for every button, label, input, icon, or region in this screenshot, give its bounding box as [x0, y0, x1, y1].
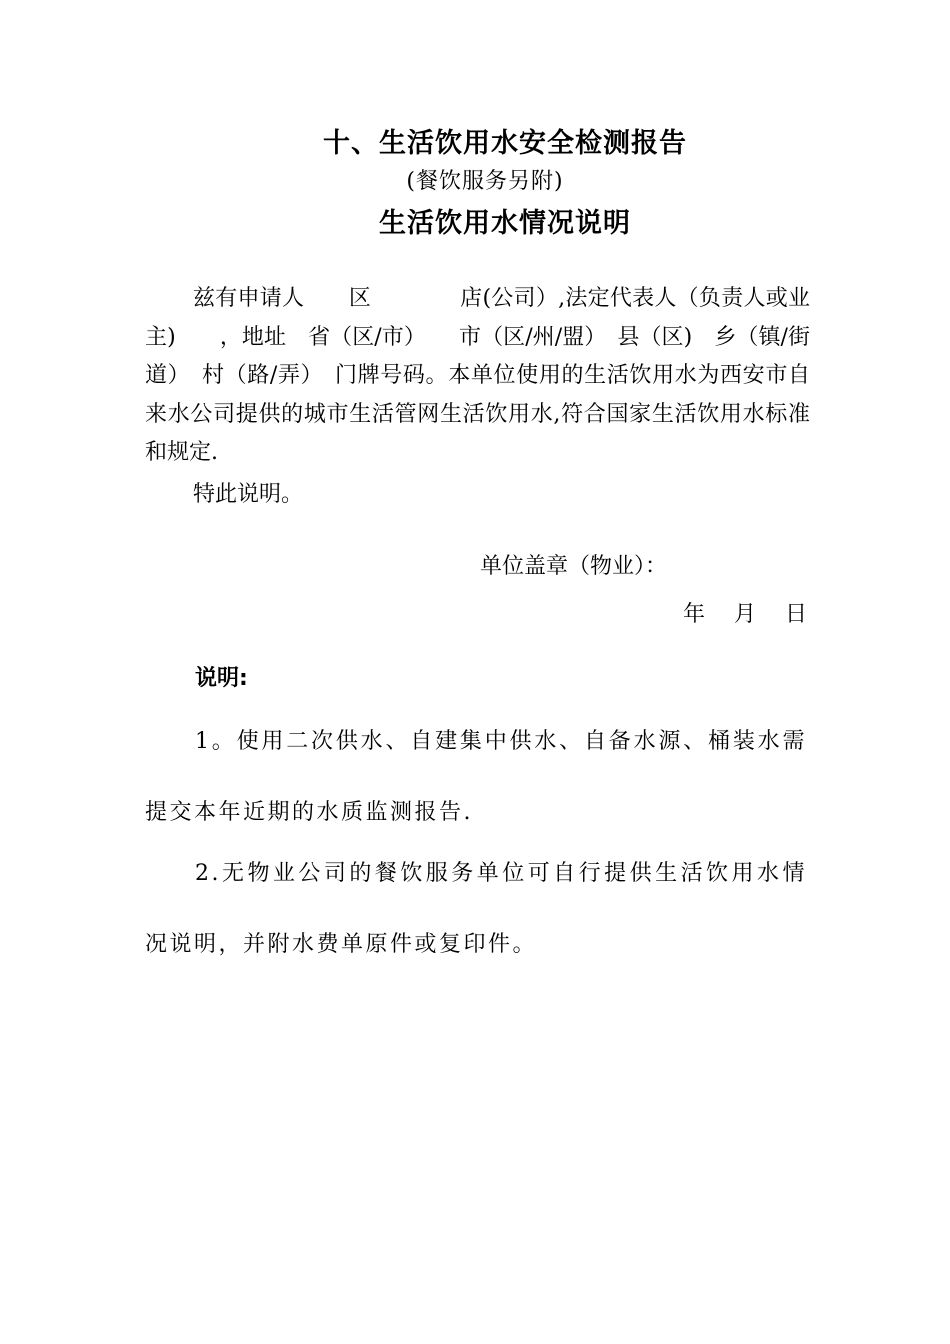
notes-heading: 说明:	[195, 666, 248, 691]
seal-line: 单位盖章（物业）：	[480, 554, 668, 579]
note-item: 2.无物业公司的餐饮服务单位可自行提供生活饮用水情况说明，并附水费单原件或复印件。	[145, 861, 807, 957]
closing-text: 特此说明。	[193, 482, 304, 507]
date-line: 年 月 日	[683, 602, 807, 627]
note-item: 1。使用二次供水、自建集中供水、自备水源、桶装水需提交本年近期的水质监测报告.	[145, 729, 807, 825]
body-paragraph: 兹有申请人 区 店(公司）,法定代表人（负责人或业主) ，地址 省（区/市） 市（区/州/盟） 县（区) 乡（镇/街道） 村（路/弄） 门牌号码。本单位使用的生活饮用水为西安市自来水公司提供的城市生活管网生活饮用水,符合国家生活饮用水标准和规定.	[145, 286, 810, 465]
main-title: 十、生活饮用水安全检测报告	[323, 128, 687, 159]
sub-title: (餐饮服务另附)	[406, 169, 564, 194]
secondary-title: 生活饮用水情况说明	[379, 208, 631, 239]
